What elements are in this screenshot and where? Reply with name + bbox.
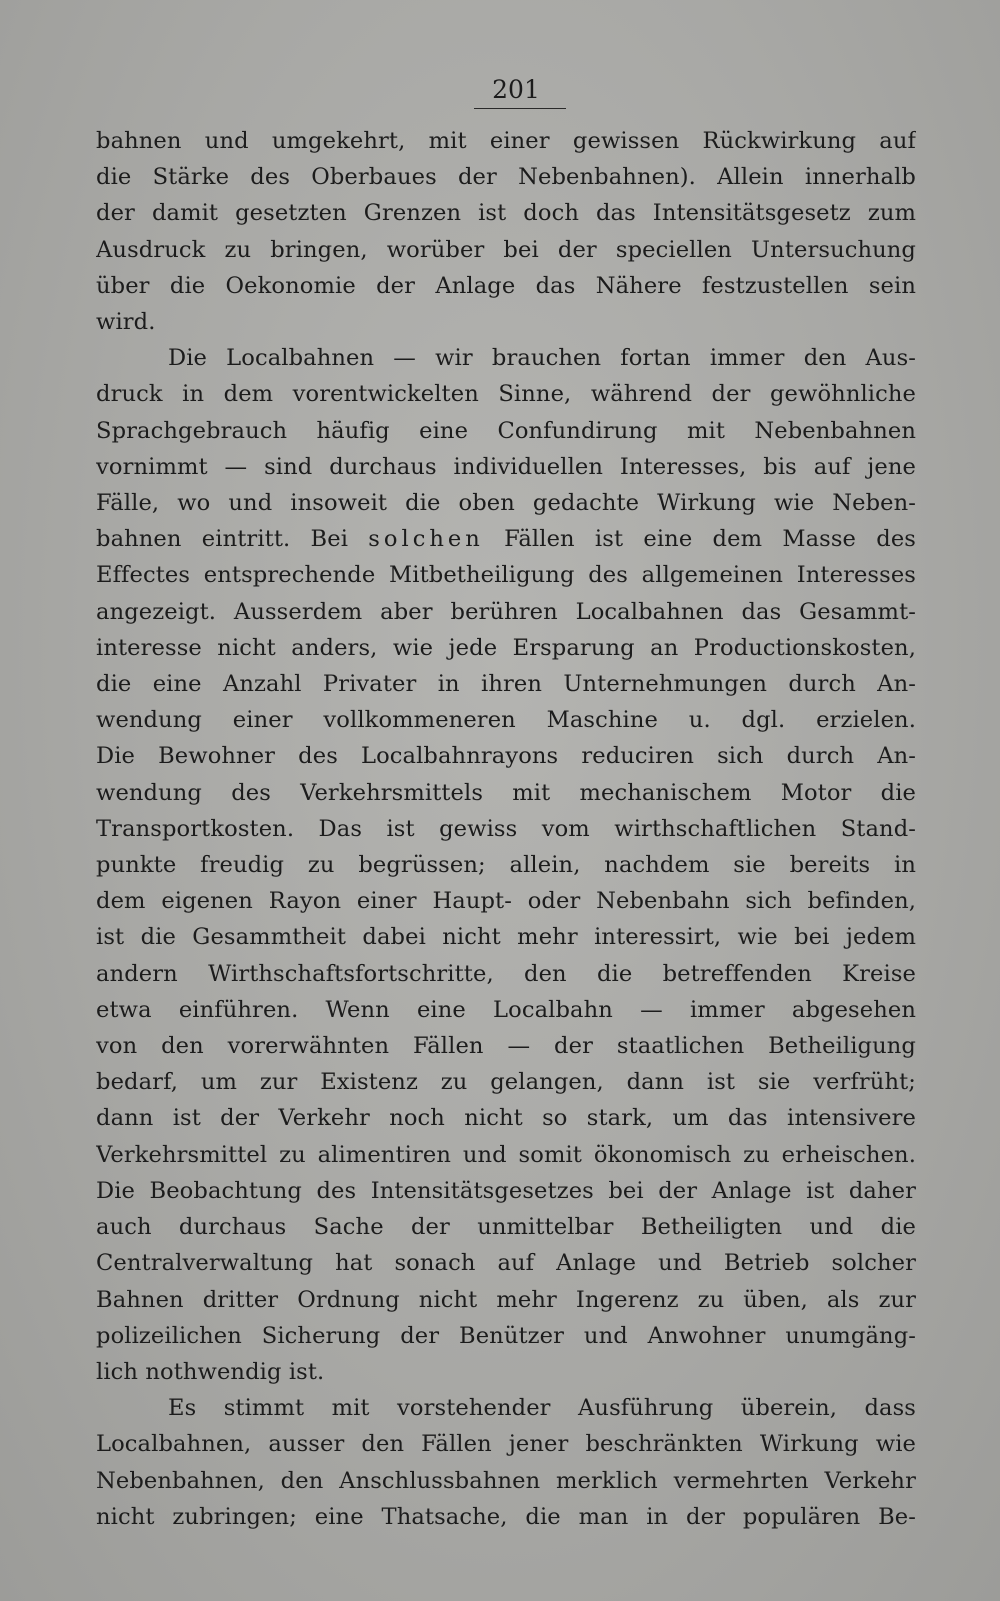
text-line: Effectes entsprechende Mitbetheiligung des allgemeinen Interesses xyxy=(96,562,916,589)
text-line: polizeilichen Sicherung der Benützer und Anwohner unumgäng- xyxy=(96,1322,916,1349)
text-line: Die Bewohner des Localbahnrayons reduciren sich durch An- xyxy=(96,743,916,770)
text-line: Verkehrsmittel zu alimentiren und somit ökonomisch zu erheischen. xyxy=(96,1141,916,1168)
text-line: ist die Gesammtheit dabei nicht mehr interessirt, wie bei jedem xyxy=(96,924,916,951)
body-text xyxy=(96,123,916,1535)
text-line: Ausdruck zu bringen, worüber bei der speciellen Untersuchung xyxy=(96,236,916,263)
text-line: vornimmt — sind durchaus individuellen Interesses, bis auf jene xyxy=(96,453,916,480)
text-line: Sprachgebrauch häufig eine Confundirung mit Nebenbahnen xyxy=(96,417,916,444)
text-line: von den vorerwähnten Fällen — der staatlichen Betheiligung xyxy=(96,1033,916,1060)
text-line: punkte freudig zu begrüssen; allein, nachdem sie bereits in xyxy=(96,852,916,879)
text-line: nicht zubringen; eine Thatsache, die man in der populären Be- xyxy=(96,1503,916,1530)
text-line: Localbahnen, ausser den Fällen jener beschränkten Wirkung wie xyxy=(96,1431,916,1458)
text-line: Die Beobachtung des Intensitätsgesetzes bei der Anlage ist daher xyxy=(96,1177,916,1204)
text-line: über die Oekonomie der Anlage das Nähere festzustellen sein xyxy=(96,272,916,299)
text-line: angezeigt. Ausserdem aber berühren Localbahnen das Gesammt- xyxy=(96,598,916,625)
text-line: Fälle, wo und insoweit die oben gedachte Wirkung wie Neben- xyxy=(96,490,916,517)
text-line: Transportkosten. Das ist gewiss vom wirthschaftlichen Stand- xyxy=(96,815,916,842)
text-line: wendung einer vollkommeneren Maschine u. dgl. erzielen. xyxy=(96,707,916,734)
text-line: Es stimmt mit vorstehender Ausführung überein, dass xyxy=(168,1395,916,1422)
text-line: andern Wirthschaftsfortschritte, den die betreffenden Kreise xyxy=(96,960,916,987)
text-line: wird. xyxy=(96,309,156,336)
text-line: druck in dem vorentwickelten Sinne, während der gewöhnliche xyxy=(96,381,916,408)
text-line: wendung des Verkehrsmittels mit mechanischem Motor die xyxy=(96,779,916,806)
text-line: Bahnen dritter Ordnung nicht mehr Ingerenz zu üben, als zur xyxy=(96,1286,916,1313)
text-line xyxy=(96,521,916,557)
text-line-segment: bahnen eintritt. Bei xyxy=(96,526,369,553)
text-line: interesse nicht anders, wie jede Ersparung an Productionskosten, xyxy=(96,634,916,661)
text-line: die eine Anzahl Privater in ihren Unternehmungen durch An- xyxy=(96,671,916,698)
text-line: auch durchaus Sache der unmittelbar Betheiligten und die xyxy=(96,1214,916,1241)
text-line: etwa einführen. Wenn eine Localbahn — immer abgesehen xyxy=(96,996,916,1023)
text-line: bedarf, um zur Existenz zu gelangen, dann ist sie verfrüht; xyxy=(96,1069,916,1096)
text-line-segment: Fällen ist eine dem Masse des xyxy=(483,526,916,553)
text-line: lich nothwendig ist. xyxy=(96,1358,325,1385)
text-line: der damit gesetzten Grenzen ist doch das Intensitätsgesetz zum xyxy=(96,200,916,227)
text-line: dann ist der Verkehr noch nicht so stark, um das intensivere xyxy=(96,1105,916,1132)
text-line: dem eigenen Rayon einer Haupt- oder Nebenbahn sich befinden, xyxy=(96,888,916,915)
text-line: bahnen und umgekehrt, mit einer gewissen Rückwirkung auf xyxy=(96,128,916,154)
emphasized-word: solchen xyxy=(368,526,484,553)
text-line: Die Localbahnen — wir brauchen fortan immer den Aus- xyxy=(168,345,916,372)
page-number: 201 xyxy=(492,75,540,104)
text-line: Centralverwaltung hat sonach auf Anlage und Betrieb solcher xyxy=(96,1250,916,1277)
text-line: die Stärke des Oberbaues der Nebenbahnen). Allein innerhalb xyxy=(96,164,916,191)
book-page xyxy=(96,70,916,1570)
text-line: Nebenbahnen, den Anschlussbahnen merklich vermehrten Verkehr xyxy=(96,1467,916,1494)
